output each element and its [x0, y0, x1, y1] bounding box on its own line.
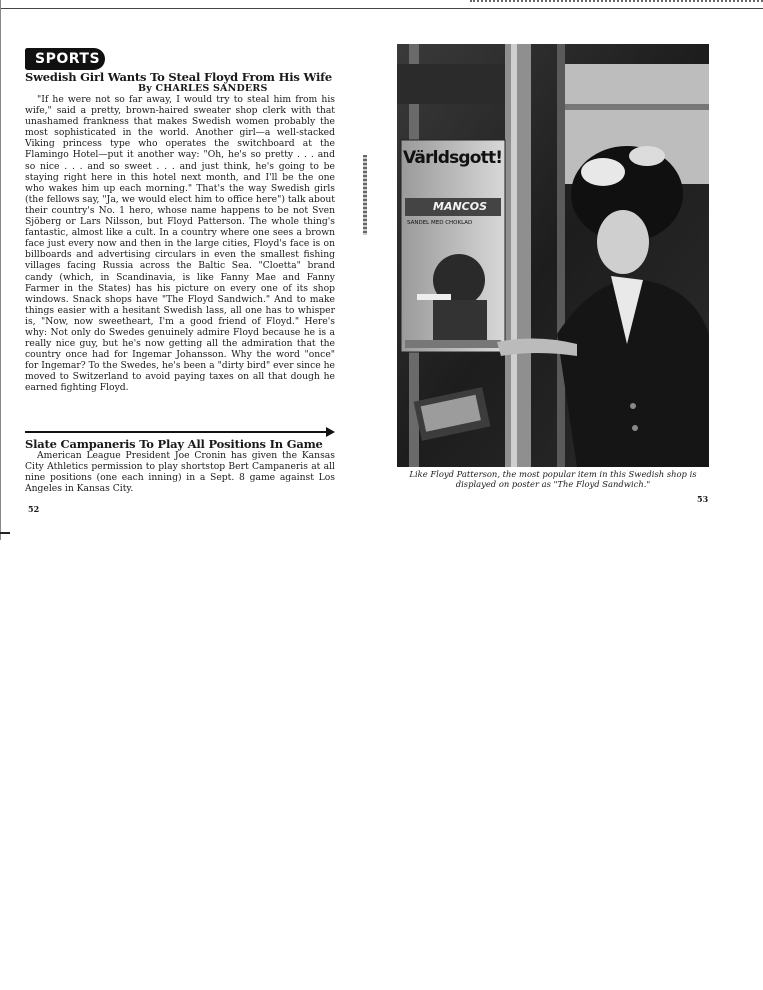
article-headline: Swedish Girl Wants To Steal Floyd From His Wife: [25, 70, 333, 84]
section-divider-rule: [25, 431, 329, 433]
poster-headline: Världsgott!: [403, 148, 503, 168]
photo-caption: Like Floyd Patterson, the most popular item in this Swedish shop is displayed on poster as "The Floyd Sandwich.": [409, 469, 697, 489]
news-photo: [397, 44, 709, 467]
page-number-right: 53: [697, 494, 709, 504]
article-byline: By CHARLES SANDERS: [138, 83, 268, 94]
left-page-edge: [0, 0, 3, 540]
top-rule: [0, 8, 763, 9]
second-article-body: American League President Joe Cronin has given the Kansas City Athletics permission to play shortstop Bert Campaneris at all nine positions (one each inning) in a Sept. 8 game against Los Angeles in Kansas City.: [25, 450, 335, 495]
article-body: "If he were not so far away, I would try to steal him from his wife," said a pretty, brown-haired sweater shop clerk with that unashamed frankness that makes Swedish women probably the most sophisticated in the world. Another girl—a well-stacked Viking princess type who operates the switchboard at the Flamingo Hotel—put it another way: "Oh, he's so pretty . . . and so nice . . . and so sweet . . . and just think, he's going to be staying right here in this hotel next month, and I'll be the one who wakes him up each morning." That's the way Swedish girls (the fellows say, "Ja, we would elect him to office here") talk about their country's No. 1 hero, whose name happens to be not Sven Sjöberg or Lars Nilsson, but Floyd Patterson. The whole thing's fantastic, almost like a cult. In a country where one sees a brown face just every now and then in the large cities, Floyd's face is on billboards and advertising circulars in even the smallest fishing villages facing Russia across the Baltic Sea. "Cloetta" brand candy (which, in Scandinavia, is like Fanny Mae and Fanny Farmer in the States) has his picture on every one of its shop windows. Snack shops have "The Floyd Sandwich." And to make things easier with a hesitant Swedish lass, all one has to whisper is, "Now, now sweetheart, I'm a good friend of Floyd." Here's why: Not only do Swedes genuinely admire Floyd because he is a really nice guy, but he's now getting all the admiration that the country once had for Ingemar Johansson. Why the word "once" for Ingemar? To the Swedes, he's been a "dirty bird" ever since he moved to Switzerland to avoid paying taxes on all that dough he earned fighting Floyd.: [25, 94, 335, 394]
section-badge-sports: SPORTS: [25, 48, 105, 70]
left-edge-mark: [0, 532, 10, 534]
top-dotted-border: [470, 0, 763, 6]
second-article-headline: Slate Campaneris To Play All Positions In Game: [25, 437, 323, 451]
divider-arrow-icon: [326, 427, 335, 437]
poster-graphic: [401, 140, 505, 352]
poster-tagline: SANDEL MED CHOKLAD: [407, 220, 473, 226]
poster-brand: MANCOS: [433, 200, 488, 213]
gutter-binding-mark: [363, 155, 367, 235]
page-number-left: 52: [28, 504, 40, 514]
shop-window-photo-graphic: [397, 44, 709, 467]
